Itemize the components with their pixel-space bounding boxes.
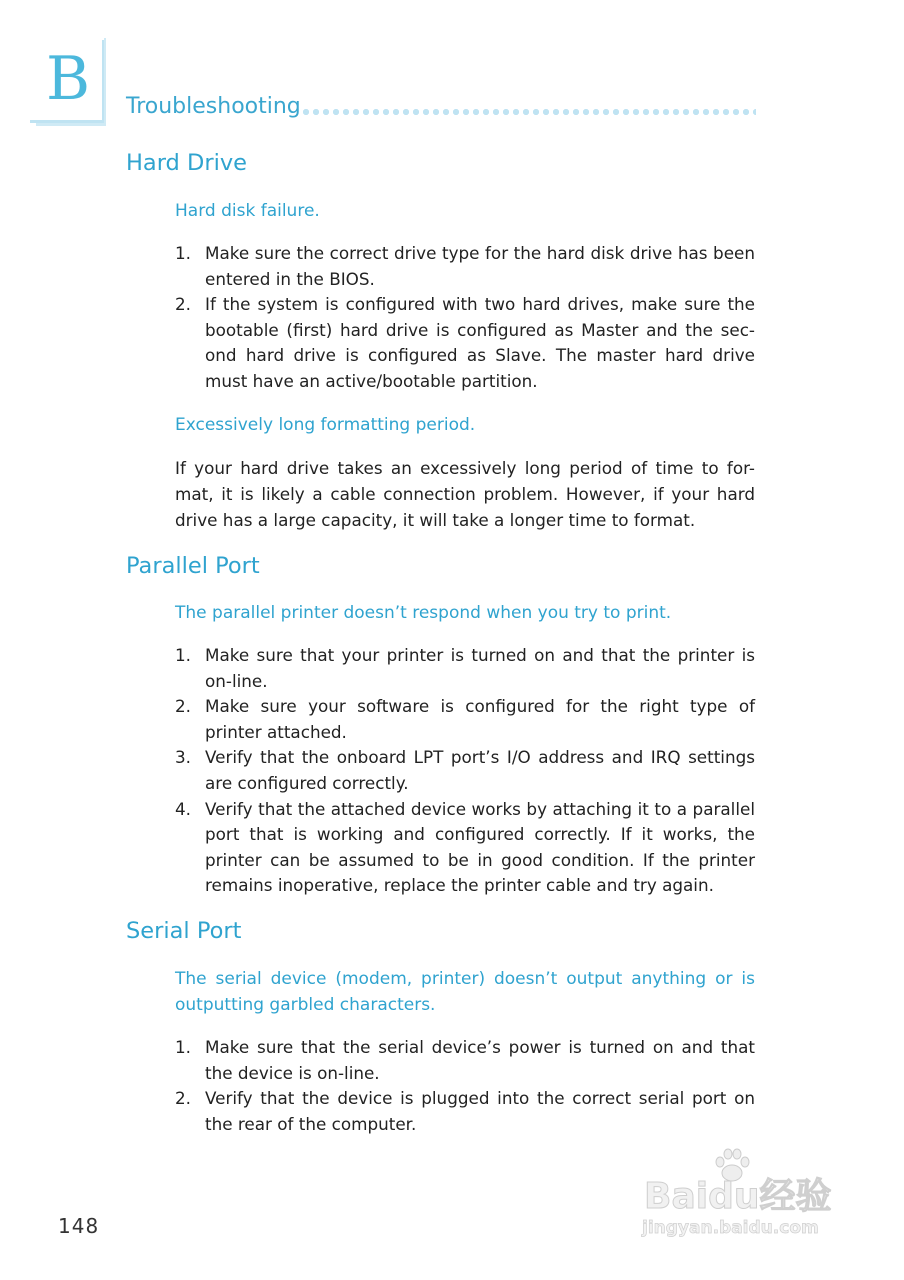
section-title-parallel-port: Parallel Port bbox=[126, 553, 260, 579]
list-number: 1. bbox=[175, 243, 192, 263]
list-item bbox=[175, 1035, 755, 1086]
list-item bbox=[175, 694, 755, 745]
list-text: Make sure the correct drive type for the hard disk drive has been entered in the BIOS. bbox=[205, 243, 755, 289]
list-item bbox=[175, 745, 755, 796]
list-text: Verify that the attached device works by attaching it to a parallel port that is working and configured correctly. If it works, the printer can be assumed to be in good condition. If the printer remains inoperative, replace the printer cable and try again. bbox=[205, 798, 755, 896]
list-text: Make sure that your printer is turned on and that the printer is on-line. bbox=[205, 645, 755, 691]
dotted-rule bbox=[301, 108, 756, 116]
list-number: 2. bbox=[175, 696, 192, 717]
subheading-parallel-printer: The parallel printer doesn’t respond when you try to print. bbox=[175, 603, 672, 623]
watermark-brand: Baidu经验 bbox=[644, 1176, 832, 1217]
list-item bbox=[175, 292, 755, 394]
list-text: If the system is configured with two hard drives, make sure the bootable (first) hard drive is configured as Master and the sec-ond hard drive is configured as Slave. The master hard drive must have an active/bootable partition. bbox=[205, 294, 755, 391]
list-text: Verify that the onboard LPT port’s I/O address and IRQ settings are configured correctly. bbox=[205, 747, 755, 793]
list-number: 2. bbox=[175, 1088, 192, 1109]
chapter-title: Troubleshooting bbox=[126, 94, 301, 119]
list-item bbox=[175, 643, 755, 694]
list-item bbox=[175, 241, 755, 292]
serial-port-list bbox=[175, 1035, 755, 1137]
section-title-hard-drive: Hard Drive bbox=[126, 150, 247, 176]
page-number: 148 bbox=[58, 1214, 100, 1238]
list-number: 2. bbox=[175, 294, 192, 315]
hard-disk-failure-list bbox=[175, 241, 755, 395]
list-number: 1. bbox=[175, 645, 192, 665]
watermark-url: jingyan.baidu.com bbox=[642, 1218, 819, 1238]
list-item bbox=[175, 1086, 755, 1137]
appendix-tab-rule bbox=[104, 38, 106, 124]
list-number: 3. bbox=[175, 747, 192, 768]
parallel-port-list bbox=[175, 643, 755, 899]
list-text: Make sure that the serial device’s power is turned on and that the device is on-line. bbox=[205, 1037, 755, 1083]
appendix-letter: B bbox=[45, 44, 91, 114]
section-title-serial-port: Serial Port bbox=[126, 918, 242, 944]
subheading-serial-device: The serial device (modem, printer) doesn’t output anything or is outputting garbled characters. bbox=[175, 969, 755, 1015]
formatting-paragraph: If your hard drive takes an excessively long period of time to for-mat, it is likely a cable connection problem. However, if your hard drive has a large capacity, it will take a longer time to format. bbox=[175, 458, 755, 530]
subheading-hard-disk-failure: Hard disk failure. bbox=[175, 201, 320, 221]
list-number: 4. bbox=[175, 798, 192, 819]
list-number: 1. bbox=[175, 1037, 192, 1057]
watermark bbox=[640, 1146, 850, 1246]
list-item bbox=[175, 797, 755, 899]
list-text: Make sure your software is configured for the right type of printer attached. bbox=[205, 696, 755, 742]
list-text: Verify that the device is plugged into the correct serial port on the rear of the computer. bbox=[205, 1088, 755, 1134]
subheading-formatting-period: Excessively long formatting period. bbox=[175, 415, 476, 435]
